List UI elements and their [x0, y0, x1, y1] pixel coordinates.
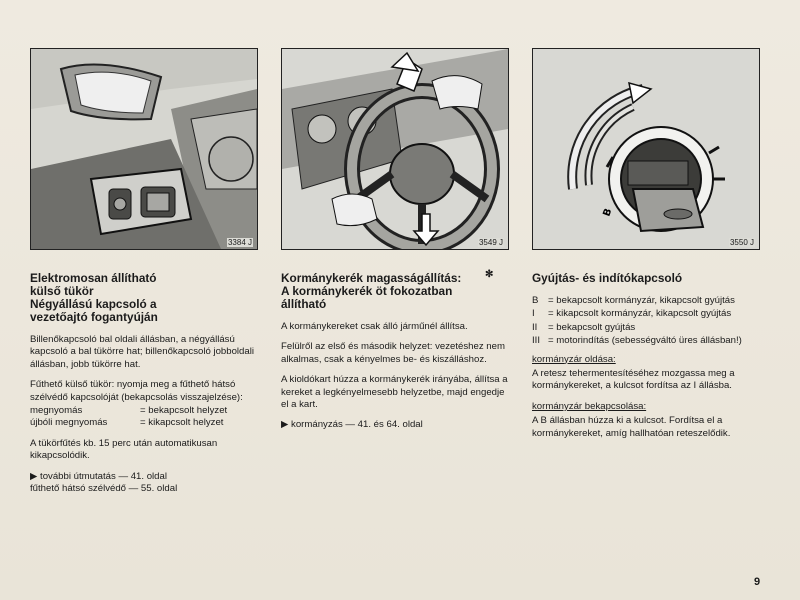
position-label: B	[601, 207, 615, 219]
reference-steering: ▶ kormányzás — 41. és 64. oldal	[281, 419, 423, 431]
snowflake-icon: ✻	[485, 269, 494, 280]
figure-number: 3550 J	[729, 238, 754, 247]
section-title	[281, 272, 511, 311]
mirror-text	[30, 272, 260, 495]
press-row	[30, 405, 260, 417]
position-key: I	[532, 308, 535, 320]
paragraph: A tükörfűtés kb. 15 perc után automatikusan kikapcsolódik.	[30, 437, 218, 462]
position-desc: = kikapcsolt kormányzár, kikapcsolt gyújtás	[548, 308, 732, 320]
paragraph: A kormánykereket csak álló járműnél állítsa.	[281, 321, 468, 332]
figure-number: 3384 J	[227, 238, 252, 247]
paragraph: Billenőkapcsoló bal oldali állásban, a négyállású kapcsoló a bal tükörre hat; billenőkapcsoló jobboldali állásban, jobb tükörre hat.	[30, 334, 254, 370]
paragraph: A kioldókart húzza a kormánykerék irányába, állítsa a kereket a legkényelmesebb helyzetbe, majd engedje el a kart.	[281, 374, 508, 411]
ignition-switch-illustration	[533, 49, 759, 249]
steering-text	[281, 269, 511, 432]
section-title: Gyújtás- és indítókapcsoló	[532, 271, 683, 285]
ignition-text	[532, 272, 762, 440]
column-mirror	[30, 48, 260, 495]
row-label: újbóli megnyomás	[30, 417, 108, 429]
figure-steering-wheel	[281, 48, 509, 250]
subheading-unlock: kormányzár oldása:	[532, 353, 616, 365]
position-key: B	[532, 295, 539, 306]
row-value: = bekapcsolt helyzet	[140, 405, 228, 417]
section-title: Elektromosan állítható külső tükör Négyállású kapcsoló a vezetőajtó fogantyúján	[30, 271, 158, 324]
paragraph: Felülről az első és második helyzet: vezetéshez nem alkalmas, csak a kényelmes be- és kiszálláshoz.	[281, 341, 505, 365]
subheading-lock: kormányzár bekapcsolása:	[532, 400, 647, 412]
column-ignition	[532, 48, 762, 448]
paragraph: A B állásban húzza ki a kulcsot. Fordítsa el a kormánykereket, amíg hallhatóan reteszelődik.	[532, 415, 731, 439]
row-label: megnyomás	[30, 405, 83, 417]
reference-further-info: ▶ további útmutatás — 41. oldal	[30, 470, 167, 482]
position-key: III	[532, 335, 540, 347]
position-desc: = bekapcsolt gyújtás	[548, 321, 636, 333]
paragraph: A retesz tehermentesítéséhez mozgassa meg a kormánykereket, a kulcsot fordítsa az I állásba.	[532, 368, 735, 392]
row-value: = kikapcsolt helyzet	[140, 417, 224, 429]
position-desc: = bekapcsolt kormányzár, kikapcsolt gyújtás	[548, 295, 735, 306]
press-again-row	[30, 417, 260, 429]
mirror-switch-illustration	[31, 49, 257, 249]
column-steering	[281, 48, 511, 432]
steering-wheel-illustration	[282, 49, 508, 249]
ignition-positions	[532, 295, 762, 348]
title-text: Kormánykerék magasságállítás: A kormánykerék öt fokozatban állítható	[281, 271, 462, 311]
page-number: 9	[754, 576, 761, 588]
paragraph: Fűthető külső tükör: nyomja meg a fűthető hátsó szélvédő kapcsolóját (bekapcsolás visszajelzése):	[30, 379, 243, 403]
figure-ignition-switch	[532, 48, 760, 250]
figure-mirror-switch	[30, 48, 258, 250]
position-key: II	[532, 321, 538, 333]
reference-heated-window: fűthető hátsó szélvédő — 55. oldal	[30, 483, 178, 495]
figure-number: 3549 J	[478, 238, 503, 247]
position-desc: = motorindítás (sebességváltó üres állásban!)	[548, 335, 742, 347]
